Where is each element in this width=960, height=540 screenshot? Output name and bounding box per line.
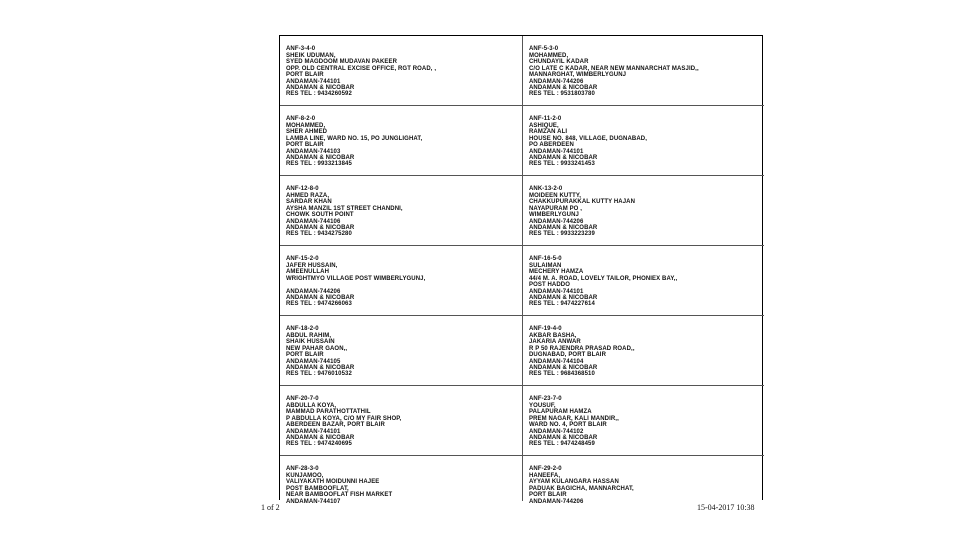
record-line: RES TEL : 9474266063 (286, 301, 352, 308)
record-line: RES TEL : 9434275280 (286, 231, 352, 238)
record-line: ABDULLA KOYA, (286, 402, 337, 409)
record-line: ANDAMAN-744206 (529, 498, 584, 505)
print-timestamp: 15-04-2017 10:38 (697, 503, 755, 512)
record-id: ANF-29-2-0 (529, 466, 562, 472)
record-line: WIMBERLYGUNJ (529, 212, 579, 219)
address-record (522, 106, 764, 176)
record-line: PORT BLAIR (286, 72, 324, 79)
record-line: AHMED RAZA, (286, 192, 330, 199)
address-record (280, 386, 522, 456)
record-line: WRIGHTMYO VILLAGE POST WIMBERLYGUNJ, (286, 275, 426, 282)
record-id: ANF-11-2-0 (529, 116, 562, 122)
record-line: ANDAMAN & NICOBAR (529, 434, 598, 441)
record-line: ANDAMAN & NICOBAR (529, 84, 598, 91)
record-line: ANDAMAN-744104 (529, 358, 584, 365)
record-line: RES TEL : 9933213845 (286, 161, 352, 168)
record-line: ANDAMAN & NICOBAR (529, 294, 598, 301)
record-id: ANF-16-5-0 (529, 256, 562, 262)
record-line: ANDAMAN-744101 (286, 78, 341, 85)
record-id: ANF-8-2-0 (286, 116, 316, 122)
address-record (280, 176, 522, 246)
record-line: RES TEL : 9474227614 (529, 301, 595, 308)
record-id: ANF-15-2-0 (286, 256, 319, 262)
record-line: NAYAPURAM PO , (529, 205, 582, 212)
record-line: PADUAK BAGICHA, MANNARCHAT, (529, 485, 634, 492)
record-line: VALIYAKATH MOIDUNNI HAJEE (286, 479, 380, 486)
record-line: ANDAMAN & NICOBAR (286, 434, 355, 441)
record-line: YOUSUF, (529, 402, 556, 409)
address-record (280, 246, 522, 316)
record-line: KUNJAMOO, (286, 472, 324, 479)
record-line: ANDAMAN & NICOBAR (529, 154, 598, 161)
record-line: ANDAMAN-744107 (286, 498, 341, 505)
record-line: AKBAR BASHA, (529, 332, 577, 339)
record-line: HANEEFA, (529, 472, 561, 479)
record-line: PREM NAGAR, KALI MANDIR,, (529, 415, 619, 422)
record-line: ANDAMAN & NICOBAR (286, 294, 355, 301)
record-line: RES TEL : 9434260592 (286, 91, 352, 98)
record-line: MECHERY HAMZA (529, 269, 584, 276)
record-line: CHUNDAYIL KADAR (529, 59, 589, 66)
record-id: ANF-20-7-0 (286, 396, 319, 402)
address-record (522, 36, 764, 106)
record-line: SULAIMAN (529, 262, 562, 269)
record-line: MANNARGHAT, WIMBERLYGUNJ (529, 72, 627, 79)
record-id: ANF-28-3-0 (286, 466, 319, 472)
record-line: RES TEL : 9474240695 (286, 441, 352, 448)
record-line: ANDAMAN-744101 (529, 148, 584, 155)
record-line: ANDAMAN & NICOBAR (529, 364, 598, 371)
record-line: ASHIQUE, (529, 122, 559, 129)
record-line: SHAIK HUSSAIN (286, 339, 335, 346)
record-line: ANDAMAN-744102 (529, 428, 584, 435)
record-line: MAMMAD PARATHOTTATHIL (286, 409, 371, 416)
record-line: NEW PAHAR GAON,, (286, 345, 348, 352)
record-line: MOHAMMED, (529, 52, 569, 59)
record-line: RES TEL : 9476010532 (286, 371, 352, 378)
record-id: ANF-19-4-0 (529, 326, 562, 332)
record-line: SYED MAGDOOM MUDAVAN PAKEER (286, 59, 398, 66)
record-line: ANDAMAN-744105 (286, 358, 341, 365)
address-record (522, 176, 764, 246)
address-record (280, 36, 522, 106)
record-line: MOIDEEN KUTTY, (529, 192, 582, 199)
record-line: R P 50 RAJENDRA PRASAD ROAD,, (529, 345, 635, 352)
record-line: RES TEL : 9684368510 (529, 371, 595, 378)
record-line: ANDAMAN-744103 (286, 148, 341, 155)
address-record (522, 246, 764, 316)
record-line: ABERDEEN BAZAR, PORT BLAIR (286, 422, 385, 429)
record-line: CHAKKUPURAKKAL KUTTY HAJAN (529, 199, 636, 206)
record-id: ANF-5-3-0 (529, 46, 559, 52)
record-line: HOUSE NO. 848, VILLAGE, DUGNABAD, (529, 135, 647, 142)
record-id: ANF-18-2-0 (286, 326, 319, 332)
record-line: AYYAM KULANGARA HASSAN (529, 479, 619, 486)
record-line: ANDAMAN-744206 (529, 78, 584, 85)
record-line: RES TEL : 9531803780 (529, 91, 595, 98)
record-line: ANDAMAN-744101 (286, 428, 341, 435)
record-id: ANF-3-4-0 (286, 46, 316, 52)
record-id: ANF-12-8-0 (286, 186, 319, 192)
record-line: OPP. OLD CENTRAL EXCISE OFFICE, RGT ROAD, , (286, 65, 437, 72)
record-line: ANDAMAN & NICOBAR (286, 154, 355, 161)
record-line: PORT BLAIR (286, 142, 324, 149)
record-line: JAKARIA ANWAR (529, 339, 581, 346)
record-line: ANDAMAN & NICOBAR (529, 224, 598, 231)
record-line: CHOWK SOUTH POINT (286, 212, 354, 219)
record-line: ANDAMAN-744206 (286, 288, 341, 295)
record-line: ANDAMAN-744101 (529, 288, 584, 295)
record-line: ANDAMAN & NICOBAR (286, 84, 355, 91)
record-line: ABDUL RAHIM, (286, 332, 332, 339)
record-line: PORT BLAIR (286, 352, 324, 359)
record-line: WARD NO. 4, PORT BLAIR (529, 422, 607, 429)
record-line: PO ABERDEEN (529, 142, 574, 149)
record-id: ANF-23-7-0 (529, 396, 562, 402)
record-line: RAMZAN ALI (529, 129, 568, 136)
record-line: PORT BLAIR (529, 492, 567, 499)
address-record (522, 386, 764, 456)
address-record (522, 456, 764, 505)
record-line: POST HADDO (529, 282, 571, 289)
page-number: 1 of 2 (261, 503, 280, 512)
record-line: SHEIK UDUMAN, (286, 52, 336, 59)
record-line: LAMBA LINE, WARD NO. 15, PO JUNGLIGHAT, (286, 135, 423, 142)
record-line: P ABDULLA KOYA, C/O MY FAIR SHOP, (286, 415, 402, 422)
record-line: ANDAMAN-744206 (529, 218, 584, 225)
address-record (522, 316, 764, 386)
record-line: PALAPURAM HAMZA (529, 409, 592, 416)
record-line: RES TEL : 9933223239 (529, 231, 595, 238)
record-line: MOHAMMED, (286, 122, 326, 129)
record-line: ANDAMAN & NICOBAR (286, 364, 355, 371)
record-line: JAFER HUSSAIN, (286, 262, 338, 269)
record-line: SARDAR KHAN (286, 199, 332, 206)
record-line: RES TEL : 9474248459 (529, 441, 595, 448)
record-line: AYSHA MANZIL 1ST STREET CHANDNI, (286, 205, 403, 212)
record-line: 44/4 M. A. ROAD, LOVELY TAILOR, PHONIEX BAY,, (529, 275, 678, 282)
address-record (280, 456, 522, 505)
record-line: POST BAMBOOFLAT, (286, 485, 349, 492)
record-id: ANK-13-2-0 (529, 186, 563, 192)
record-line: DUGNABAD, PORT BLAIR (529, 352, 606, 359)
record-line: ANDAMAN-744106 (286, 218, 341, 225)
record-line: AMEENULLAH (286, 269, 329, 276)
address-record (280, 316, 522, 386)
record-line: C/O LATE C KADAR, NEAR NEW MANNARCHAT MASJID,, (529, 65, 699, 72)
address-record (280, 106, 522, 176)
address-label-sheet (279, 35, 763, 505)
record-line: SHER AHMED (286, 129, 328, 136)
record-line: NEAR BAMBOOFLAT FISH MARKET (286, 492, 393, 499)
record-line: ANDAMAN & NICOBAR (286, 224, 355, 231)
record-line: RES TEL : 9933241453 (529, 161, 595, 168)
